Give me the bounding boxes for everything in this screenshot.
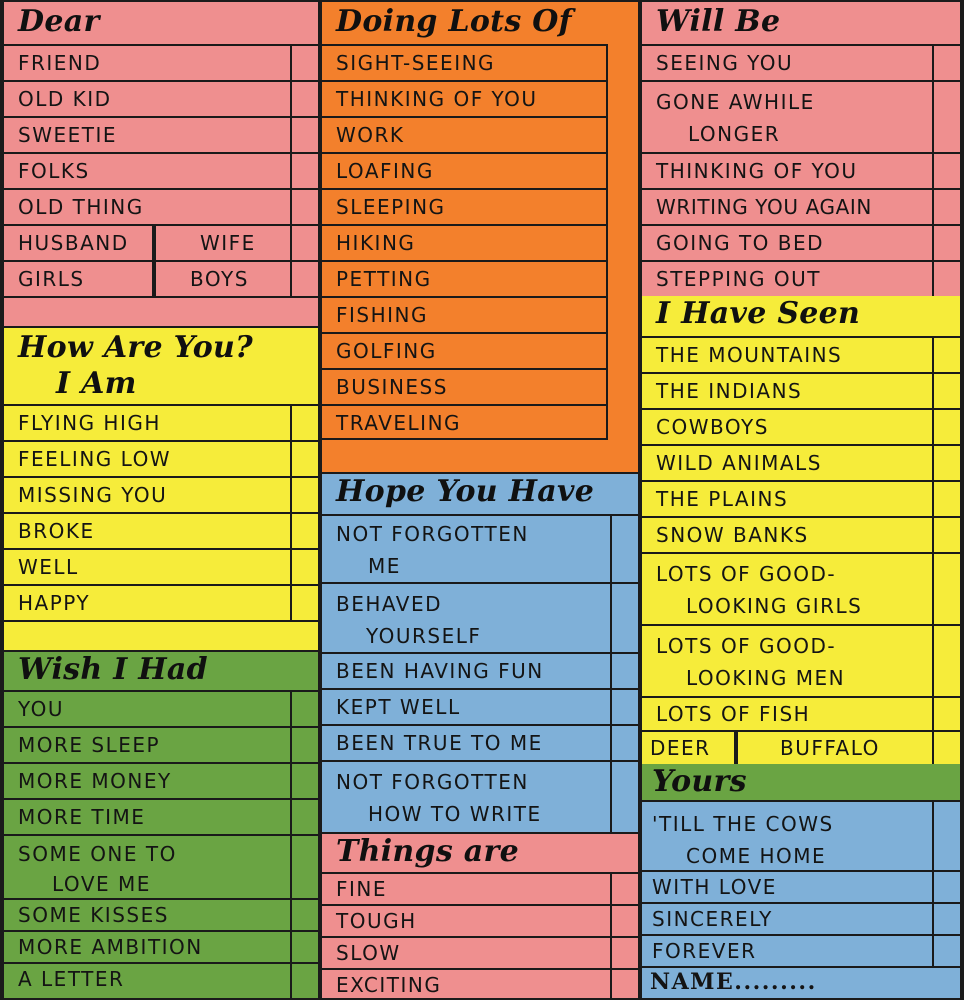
option-label: COWBOYS [656, 415, 769, 439]
checkbox[interactable] [932, 338, 960, 372]
header-how-are-you: How Are You? [18, 330, 254, 365]
option-label: 'TILL THE COWS [652, 812, 834, 836]
option-label: SNOW BANKS [656, 523, 809, 547]
option-label: SLOW [336, 941, 401, 965]
checkbox[interactable] [610, 584, 638, 652]
checkbox[interactable] [932, 482, 960, 516]
option-row[interactable] [642, 188, 960, 224]
option-label: PETTING [336, 267, 432, 291]
checkbox[interactable] [932, 446, 960, 480]
option-label: MORE TIME [18, 805, 146, 829]
option-row[interactable] [642, 480, 960, 516]
option-row[interactable] [322, 514, 638, 582]
checkbox[interactable] [290, 900, 318, 930]
header-yours: Yours [652, 764, 747, 799]
checkbox[interactable] [290, 478, 318, 512]
option-row[interactable] [642, 80, 960, 152]
checkbox[interactable] [290, 82, 318, 116]
option-label-cont: HOW TO WRITE [368, 802, 542, 826]
checkbox[interactable] [610, 516, 638, 582]
checkbox[interactable] [932, 374, 960, 408]
option-label: SINCERELY [652, 907, 773, 931]
option-label: BUFFALO [780, 736, 880, 760]
checkbox[interactable] [932, 554, 960, 624]
option-label: SOME KISSES [18, 903, 169, 927]
spacer [4, 620, 318, 650]
checkbox[interactable] [290, 964, 318, 998]
option-label: DEER [650, 736, 711, 760]
option-label: HUSBAND [18, 231, 129, 255]
checkbox[interactable] [610, 654, 638, 688]
checkbox[interactable] [610, 874, 638, 904]
option-label: OLD KID [18, 87, 112, 111]
option-row[interactable] [322, 904, 638, 936]
option-row[interactable] [322, 368, 608, 404]
option-label: BEEN TRUE TO ME [336, 731, 543, 755]
option-label: FOREVER [652, 939, 757, 963]
option-row[interactable] [4, 404, 318, 440]
checkbox[interactable] [932, 410, 960, 444]
option-label: GOLFING [336, 339, 437, 363]
option-label: SLEEPING [336, 195, 446, 219]
checkbox[interactable] [932, 626, 960, 696]
name-row[interactable] [642, 966, 960, 998]
checkbox[interactable] [736, 732, 766, 764]
option-row[interactable] [322, 968, 638, 998]
option-row[interactable] [4, 898, 318, 930]
option-label: FOLKS [18, 159, 90, 183]
option-row[interactable] [4, 188, 318, 224]
option-row[interactable] [322, 404, 608, 440]
checkbox[interactable] [610, 906, 638, 936]
checkbox[interactable] [610, 938, 638, 968]
checkbox[interactable] [932, 802, 960, 870]
checkbox[interactable] [290, 764, 318, 798]
option-label: LOTS OF FISH [656, 702, 811, 726]
option-row[interactable] [322, 760, 638, 832]
checkbox[interactable] [290, 118, 318, 152]
option-row[interactable] [322, 688, 638, 724]
option-label: SIGHT-SEEING [336, 51, 496, 75]
option-label: BEEN HAVING FUN [336, 659, 544, 683]
checkbox[interactable] [932, 190, 960, 224]
option-label-cont: LOOKING GIRLS [686, 594, 863, 618]
option-label-cont: COME HOME [686, 844, 827, 868]
option-label: WITH LOVE [652, 875, 777, 899]
option-row[interactable] [4, 798, 318, 834]
checkbox[interactable] [290, 406, 318, 440]
option-label: FISHING [336, 303, 428, 327]
option-label-cont: LOVE ME [52, 872, 151, 896]
option-label: HAPPY [18, 591, 91, 615]
header-i-have-seen: I Have Seen [656, 296, 861, 331]
option-label: TRAVELING [336, 411, 462, 435]
option-row[interactable] [322, 224, 608, 260]
option-row[interactable] [4, 512, 318, 548]
checkbox[interactable] [932, 154, 960, 188]
option-row[interactable] [642, 408, 960, 444]
option-row[interactable] [4, 116, 318, 152]
option-row[interactable] [642, 224, 960, 260]
option-row-pair [4, 224, 318, 260]
checkbox[interactable] [610, 762, 638, 832]
checkbox[interactable] [290, 46, 318, 80]
checkbox[interactable] [932, 904, 960, 934]
option-row-pair [4, 260, 318, 296]
section-wish-i-had [4, 652, 318, 998]
checkbox[interactable] [932, 698, 960, 730]
option-label: THE INDIANS [656, 379, 803, 403]
option-label-cont: ME [368, 554, 401, 578]
option-label: TOUGH [336, 909, 417, 933]
option-row[interactable] [642, 336, 960, 372]
option-label: WELL [18, 555, 79, 579]
option-label: THINKING OF YOU [336, 87, 538, 111]
option-row[interactable] [4, 152, 318, 188]
option-label: EXCITING [336, 973, 442, 997]
checkbox[interactable] [290, 586, 318, 620]
checkbox[interactable] [932, 936, 960, 966]
header-hope-you-have: Hope You Have [336, 474, 595, 509]
option-row[interactable] [642, 902, 960, 934]
option-label: NOT FORGOTTEN [336, 522, 529, 546]
option-label: SOME ONE TO [18, 842, 177, 866]
option-label-cont: YOURSELF [366, 624, 482, 648]
option-row[interactable] [642, 624, 960, 696]
checkbox[interactable] [290, 262, 318, 296]
option-label: FLYING HIGH [18, 411, 161, 435]
option-label: GIRLS [18, 267, 85, 291]
column-3 [642, 2, 960, 998]
option-label: LOAFING [336, 159, 434, 183]
checkbox[interactable] [932, 518, 960, 552]
option-label: SWEETIE [18, 123, 117, 147]
option-label: THINKING OF YOU [656, 159, 858, 183]
option-row[interactable] [322, 652, 638, 688]
section-will-be [642, 2, 960, 296]
checkbox[interactable] [290, 550, 318, 584]
option-row[interactable] [642, 696, 960, 730]
option-label: WRITING YOU AGAIN [656, 195, 872, 219]
option-label-cont: LOOKING MEN [686, 666, 846, 690]
checkbox[interactable] [154, 262, 184, 296]
header-will-be: Will Be [656, 4, 781, 39]
option-label: YOU [18, 697, 65, 721]
section-how-are-you [4, 328, 318, 650]
option-row[interactable] [4, 548, 318, 584]
option-row[interactable] [4, 690, 318, 726]
checkbox[interactable] [290, 836, 318, 898]
option-row[interactable] [4, 476, 318, 512]
section-i-have-seen [642, 296, 960, 764]
header-things-are: Things are [336, 834, 519, 869]
option-row[interactable] [642, 444, 960, 480]
section-yours [642, 800, 960, 998]
option-label: LOTS OF GOOD- [656, 634, 837, 658]
option-row[interactable] [4, 44, 318, 80]
option-row[interactable] [4, 80, 318, 116]
checkbox[interactable] [932, 46, 960, 80]
checkbox[interactable] [932, 262, 960, 296]
checkbox[interactable] [610, 970, 638, 998]
header-wish-i-had: Wish I Had [18, 652, 208, 687]
option-label: KEPT WELL [336, 695, 461, 719]
checkbox[interactable] [290, 226, 318, 260]
header-doing-lots-of: Doing Lots Of [336, 4, 572, 39]
option-row[interactable] [642, 260, 960, 296]
section-yours-header [642, 764, 960, 800]
option-row[interactable] [4, 762, 318, 798]
option-row[interactable] [322, 188, 608, 224]
header-dear: Dear [18, 4, 100, 39]
option-row[interactable] [642, 552, 960, 624]
checkbox[interactable] [290, 692, 318, 726]
option-row[interactable] [4, 834, 318, 898]
option-label: BUSINESS [336, 375, 448, 399]
option-label: WIFE [200, 231, 256, 255]
option-row[interactable] [4, 440, 318, 476]
option-row[interactable] [322, 936, 638, 968]
option-label: A LETTER [18, 967, 125, 991]
option-label: THE MOUNTAINS [656, 343, 843, 367]
column-2 [322, 2, 638, 998]
option-label: GONE AWHILE [656, 90, 815, 114]
section-dear [4, 2, 318, 326]
checkbox[interactable] [932, 82, 960, 152]
option-label: LOTS OF GOOD- [656, 562, 837, 586]
option-label: FINE [336, 877, 387, 901]
checkbox-column[interactable] [608, 44, 638, 440]
option-label: MORE SLEEP [18, 733, 161, 757]
option-label: WORK [336, 123, 405, 147]
checkbox[interactable] [154, 226, 184, 260]
checkbox[interactable] [290, 514, 318, 548]
option-row[interactable] [322, 872, 638, 904]
option-label: STEPPING OUT [656, 267, 821, 291]
option-label: HIKING [336, 231, 416, 255]
option-row[interactable] [642, 44, 960, 80]
section-hope-you-have [322, 474, 638, 832]
checkbox[interactable] [610, 726, 638, 760]
option-row[interactable] [642, 152, 960, 188]
option-row[interactable] [642, 800, 960, 870]
column-1 [4, 2, 318, 998]
header-i-am: I Am [56, 366, 137, 401]
option-row[interactable] [322, 44, 608, 80]
checkbox[interactable] [932, 226, 960, 260]
option-row[interactable] [4, 726, 318, 762]
checkbox[interactable] [290, 154, 318, 188]
checkbox[interactable] [290, 442, 318, 476]
option-row[interactable] [322, 260, 608, 296]
option-row[interactable] [322, 80, 608, 116]
section-things-are [322, 834, 638, 998]
checkbox[interactable] [290, 800, 318, 834]
option-label: MISSING YOU [18, 483, 168, 507]
option-row[interactable] [4, 584, 318, 620]
option-label: THE PLAINS [656, 487, 789, 511]
option-label: OLD THING [18, 195, 144, 219]
option-row[interactable] [4, 930, 318, 962]
option-row[interactable] [322, 152, 608, 188]
option-label: WILD ANIMALS [656, 451, 822, 475]
option-row[interactable] [642, 934, 960, 966]
option-label: MORE AMBITION [18, 935, 203, 959]
option-row[interactable] [642, 372, 960, 408]
option-label: GOING TO BED [656, 231, 825, 255]
checkbox[interactable] [290, 932, 318, 962]
name-label: NAME......... [650, 969, 817, 995]
option-row[interactable] [322, 332, 608, 368]
option-row[interactable] [642, 870, 960, 902]
option-row-pair [642, 730, 960, 764]
section-doing-lots-of [322, 2, 638, 472]
option-label: FRIEND [18, 51, 102, 75]
option-row[interactable] [322, 582, 638, 652]
option-row[interactable] [322, 296, 608, 332]
option-label: MORE MONEY [18, 769, 172, 793]
option-label: SEEING YOU [656, 51, 794, 75]
option-label: BEHAVED [336, 592, 443, 616]
checkbox[interactable] [290, 728, 318, 762]
checkbox[interactable] [290, 190, 318, 224]
checkbox[interactable] [932, 732, 960, 764]
option-row[interactable] [642, 516, 960, 552]
option-label: BOYS [190, 267, 249, 291]
option-row[interactable] [4, 962, 318, 998]
option-label: NOT FORGOTTEN [336, 770, 529, 794]
option-row[interactable] [322, 116, 608, 152]
checkbox[interactable] [610, 690, 638, 724]
spacer [4, 296, 318, 326]
option-label-cont: LONGER [688, 122, 781, 146]
option-label: BROKE [18, 519, 95, 543]
checkbox[interactable] [932, 872, 960, 902]
option-row[interactable] [322, 724, 638, 760]
option-label: FEELING LOW [18, 447, 172, 471]
